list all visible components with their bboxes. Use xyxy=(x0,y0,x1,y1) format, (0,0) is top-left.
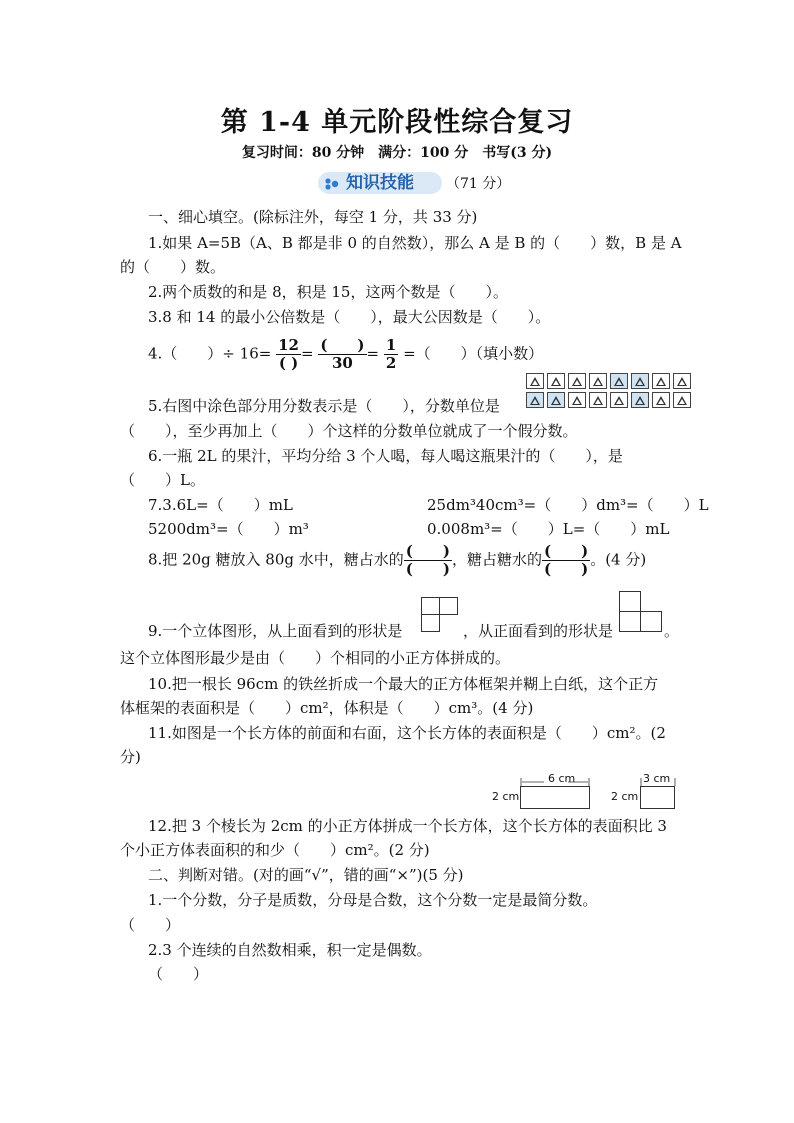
q11-line2: 分) xyxy=(120,748,141,766)
q7-left2: 5200dm³=（ ）m³ xyxy=(148,520,309,538)
q10-line2: 体框架的表面积是（ ）cm²，体积是（ ）cm³。(4 分) xyxy=(120,699,534,717)
q4-prefix: 4.（ ）÷ 16= xyxy=(148,344,272,363)
q8-fraction-1: $\frac{( )}{( )}$ xyxy=(405,542,450,578)
side-height-label: 2 cm xyxy=(611,790,639,803)
part1-heading: 一、细心填空。(除标注外，每空 1 分，共 33 分) xyxy=(148,208,478,226)
q10-line1: 10.把一根长 96cm 的铁丝折成一个最大的正方体框架并糊上白纸，这个正方 xyxy=(148,675,659,693)
front-height-label: 2 cm xyxy=(492,790,520,803)
j1-line1: 1.一个分数，分子是质数，分母是合数，这个分数一定是最简分数。 xyxy=(148,891,598,909)
q11-line1: 11.如图是一个长方体的前面和右面，这个长方体的表面积是（ ）cm²。(2 xyxy=(148,724,666,742)
q4: 4.（ ）÷ 16= $\frac{12}{( )}$ = $\frac{( )}{30}$ = $\frac{1}{2}$ =（ ）（填小数） xyxy=(148,336,544,372)
q7-right1: 25dm³40cm³=（ ）dm³=（ ）L xyxy=(427,496,709,514)
page-title: 第 1-4 单元阶段性综合复习 xyxy=(220,107,574,138)
q8 xyxy=(148,543,646,578)
q4-fraction-2: $\frac{( )}{30}$ xyxy=(320,336,365,372)
triangle-grid-figure xyxy=(526,373,694,411)
q8-fraction-2: $\frac{( )}{( )}$ xyxy=(543,542,589,578)
q12-line1: 12.把 3 个棱长为 2cm 的小正方体拼成一个长方体，这个长方体的表面积比 3 xyxy=(148,817,667,835)
q1-line2: 的（ ）数。 xyxy=(120,258,226,276)
q9-line2: 这个立体图形最少是由（ ）个相同的小正方体拼成的。 xyxy=(120,649,511,667)
q9-line1-mid: ，从正面看到的形状是 xyxy=(463,622,614,640)
j1-line2: （ ） xyxy=(120,916,181,934)
q1-line1: 1.如果 A=5B（A、B 都是非 0 的自然数），那么 A 是 B 的（ ）数，B 是 A xyxy=(148,234,682,252)
front-face xyxy=(520,786,590,809)
j2-line1: 2.3 个连续的自然数相乘，积一定是偶数。 xyxy=(148,941,432,959)
front-view-figure xyxy=(619,591,663,633)
q4-suffix: =（ ）（填小数） xyxy=(403,344,544,363)
section-badge-points: （71 分） xyxy=(446,176,511,192)
q9-line1-end: 。 xyxy=(664,622,680,640)
q5-line1: 5.右图中涂色部分用分数表示是（ ），分数单位是 xyxy=(148,397,500,415)
section-badge xyxy=(318,172,510,194)
q3: 3.8 和 14 的最小公倍数是（ ），最大公因数是（ ）。 xyxy=(148,308,551,326)
top-view-figure xyxy=(421,597,459,633)
q4-fraction-1: $\frac{12}{( )}$ xyxy=(278,336,299,372)
q12-line2: 个小正方体表面积的和少（ ）cm²。(2 分) xyxy=(120,841,430,859)
front-width-label: 6 cm xyxy=(548,772,576,785)
q2: 2.两个质数的和是 8，积是 15，这两个数是（ ）。 xyxy=(148,283,508,301)
cuboid-faces-figure xyxy=(490,772,690,812)
q6-line1: 6.一瓶 2L 的果汁，平均分给 3 个人喝，每人喝这瓶果汁的（ ），是 xyxy=(148,447,623,465)
q8-suffix: 。(4 分) xyxy=(590,550,647,569)
q5-line2: （ ），至少再加上（ ）个这样的分数单位就成了一个假分数。 xyxy=(120,422,578,440)
q6-line2: （ ）L。 xyxy=(120,471,205,489)
q7-left1: 7.3.6L=（ ）mL xyxy=(148,496,293,514)
j2-line2: （ ） xyxy=(148,965,209,983)
q8-prefix: 8.把 20g 糖放入 80g 水中，糖占水的 xyxy=(148,550,404,569)
part2-heading: 二、判断对错。(对的画“√”，错的画“×”)(5 分) xyxy=(148,866,464,884)
dots-icon xyxy=(324,178,340,190)
exam-meta: 复习时间：80 分钟 满分：100 分 书写(3 分) xyxy=(241,145,553,161)
side-face xyxy=(640,786,675,809)
q9-line1-start: 9.一个立体图形，从上面看到的形状是 xyxy=(148,622,403,640)
q4-fraction-3: $\frac{1}{2}$ xyxy=(385,336,397,372)
side-width-label: 3 cm xyxy=(643,772,671,785)
section-badge-label: 知识技能 xyxy=(346,173,414,193)
q7-right2: 0.008m³=（ ）L=（ ）mL xyxy=(427,520,670,538)
q8-mid: ，糖占糖水的 xyxy=(451,550,542,569)
